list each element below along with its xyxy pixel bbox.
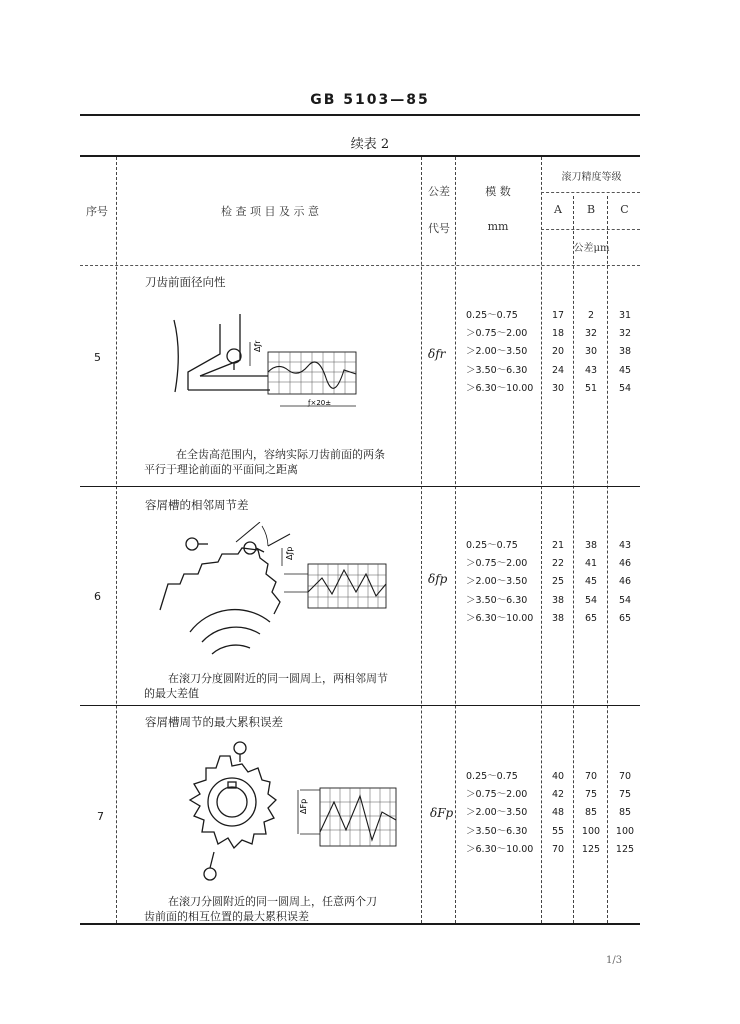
row5-a-3: 20 xyxy=(551,346,565,358)
page-number: 1/3 xyxy=(606,955,623,966)
row5-module-1: 0.25～0.75 xyxy=(466,310,518,321)
header-grade-b: B xyxy=(586,203,596,216)
delta-fp-axis-label: Δƒp xyxy=(285,546,294,560)
row7-grade-c xyxy=(610,768,640,859)
row7-grade-b xyxy=(576,768,606,859)
header-tolerance-unit: 公差μm xyxy=(573,243,610,254)
row5-modules xyxy=(466,307,533,398)
row7-c-4: 100 xyxy=(615,825,635,837)
row6-module-1: 0.25～0.75 xyxy=(466,540,518,551)
row6-c-3: 46 xyxy=(618,576,632,588)
row5-b-4: 43 xyxy=(584,364,598,376)
row6-b-1: 38 xyxy=(584,540,598,551)
row7-b-5: 125 xyxy=(581,843,601,855)
row5-c-4: 45 xyxy=(618,364,632,376)
row5-c-2: 32 xyxy=(618,328,632,340)
header-grade-title: 滚刀精度等级 xyxy=(561,172,622,183)
row7-desc-line1: 在滚刀分圆附近的同一圆周上，任意两个刀 xyxy=(168,895,377,908)
row5-b-3: 30 xyxy=(584,346,598,358)
row5-grade-a xyxy=(543,307,573,398)
standard-code: GB 5103—85 xyxy=(310,92,430,108)
row7-c-5: 125 xyxy=(615,843,635,855)
row-sep-6-7 xyxy=(80,705,640,706)
row7-a-3: 48 xyxy=(551,807,565,819)
header-module: 模 数 xyxy=(485,185,511,198)
header-seq: 序号 xyxy=(86,205,108,218)
row6-desc-line1: 在滚刀分度圆附近的同一圆周上，两相邻周节 xyxy=(168,672,388,685)
row6-number: 6 xyxy=(94,590,101,603)
col-sep-a xyxy=(573,196,574,923)
row6-module-4: ＞3.50～6.30 xyxy=(466,594,528,606)
row5-c-5: 54 xyxy=(618,382,632,394)
row6-a-2: 22 xyxy=(551,558,565,570)
row7-diagram xyxy=(170,740,410,890)
row5-symbol: δfr xyxy=(428,347,446,361)
row7-b-2: 75 xyxy=(584,789,598,801)
row7-module-2: ＞0.75～2.00 xyxy=(466,789,528,801)
row5-b-5: 51 xyxy=(584,382,598,394)
row7-module-5: ＞6.30～10.00 xyxy=(466,843,534,855)
row5-module-4: ＞3.50～6.30 xyxy=(466,364,528,376)
row7-number: 7 xyxy=(97,810,104,823)
row5-grade-c xyxy=(610,307,640,398)
row6-chart-grid xyxy=(308,564,386,608)
row7-symbol: δFp xyxy=(430,806,454,820)
row6-c-2: 46 xyxy=(618,558,632,570)
row5-module-3: ＞2.00～3.50 xyxy=(466,346,528,358)
row6-grade-c xyxy=(610,537,640,628)
row5-c-3: 38 xyxy=(618,346,632,358)
row5-number: 5 xyxy=(94,351,101,364)
row6-symbol: δfp xyxy=(428,572,448,586)
row6-module-2: ＞0.75～2.00 xyxy=(466,558,528,570)
row6-a-5: 38 xyxy=(551,612,565,624)
row6-desc-line2: 的最大差值 xyxy=(144,687,199,700)
row6-module-5: ＞6.30～10.00 xyxy=(466,612,534,624)
row5-b-1: 2 xyxy=(587,310,595,321)
col-sep-seq xyxy=(116,157,117,923)
row5-dimension-label: ƒ×20± xyxy=(308,399,332,407)
row7-modules xyxy=(466,768,533,859)
row6-a-3: 25 xyxy=(551,576,565,588)
row7-module-1: 0.25～0.75 xyxy=(466,771,518,782)
row5-grade-b xyxy=(576,307,606,398)
row5-title: 刀齿前面径向性 xyxy=(145,275,226,289)
row7-module-3: ＞2.00～3.50 xyxy=(466,807,528,819)
row7-a-4: 55 xyxy=(551,825,565,837)
header-code-line2: 代号 xyxy=(428,222,450,235)
row7-grade-a xyxy=(543,768,573,859)
row7-title: 容屑槽周节的最大累积误差 xyxy=(145,715,283,729)
header-code-line1: 公差 xyxy=(428,185,450,198)
row5-a-5: 30 xyxy=(551,382,565,394)
row6-grade-a xyxy=(543,537,573,628)
row7-b-4: 100 xyxy=(581,825,601,837)
table-subtitle: 续表 2 xyxy=(350,137,390,152)
col-sep-code xyxy=(455,157,456,923)
row6-diagram xyxy=(150,522,390,662)
row7-a-5: 70 xyxy=(551,843,565,855)
grade-letters-line xyxy=(541,229,640,230)
row7-desc-line2: 齿前面的相互位置的最大累积误差 xyxy=(144,910,309,923)
header-module-unit: mm xyxy=(487,220,509,233)
row6-b-2: 41 xyxy=(584,558,598,570)
row5-module-5: ＞6.30～10.00 xyxy=(466,382,534,394)
row5-c-1: 31 xyxy=(618,310,632,321)
row-sep-5-6 xyxy=(80,486,640,487)
row5-a-1: 17 xyxy=(551,310,565,321)
col-sep-b xyxy=(607,196,608,923)
row6-title: 容屑槽的相邻周节差 xyxy=(145,498,249,512)
row6-c-4: 54 xyxy=(618,594,632,606)
row6-grade-b xyxy=(576,537,606,628)
row7-b-3: 85 xyxy=(584,807,598,819)
grade-title-line xyxy=(541,192,640,193)
table-top-rule xyxy=(80,155,640,157)
row6-a-1: 21 xyxy=(551,540,565,551)
row5-desc-line1: 在全齿高范围内，容纳实际刀齿前面的两条 xyxy=(176,448,385,461)
col-sep-module xyxy=(541,157,542,923)
row6-module-3: ＞2.00～3.50 xyxy=(466,576,528,588)
row7-c-2: 75 xyxy=(618,789,632,801)
row5-desc-line2: 平行于理论前面的平面间之距离 xyxy=(144,463,298,476)
header-grade-c: C xyxy=(620,203,629,216)
row7-b-1: 70 xyxy=(584,771,598,782)
row6-b-3: 45 xyxy=(584,576,598,588)
header-item: 检 查 项 目 及 示 意 xyxy=(221,205,319,218)
top-rule xyxy=(80,114,640,116)
row7-c-1: 70 xyxy=(618,771,632,782)
row5-diagram xyxy=(160,312,365,427)
header-bottom-line xyxy=(80,265,640,266)
delta-Fp-axis-label: ΔFp xyxy=(299,798,308,814)
row7-a-1: 40 xyxy=(551,771,565,782)
row6-modules xyxy=(466,537,533,628)
col-sep-item xyxy=(421,157,422,923)
row6-c-1: 43 xyxy=(618,540,632,551)
row7-chart-grid xyxy=(320,788,396,846)
row5-a-2: 18 xyxy=(551,328,565,340)
row5-b-2: 32 xyxy=(584,328,598,340)
delta-fr-axis-label: Δƒr xyxy=(253,340,262,352)
row6-c-5: 65 xyxy=(618,612,632,624)
row5-a-4: 24 xyxy=(551,364,565,376)
row7-c-3: 85 xyxy=(618,807,632,819)
row6-a-4: 38 xyxy=(551,594,565,606)
row6-b-4: 54 xyxy=(584,594,598,606)
row7-a-2: 42 xyxy=(551,789,565,801)
row6-b-5: 65 xyxy=(584,612,598,624)
header-grade-a: A xyxy=(554,203,562,216)
row5-module-2: ＞0.75～2.00 xyxy=(466,328,528,340)
row7-module-4: ＞3.50～6.30 xyxy=(466,825,528,837)
